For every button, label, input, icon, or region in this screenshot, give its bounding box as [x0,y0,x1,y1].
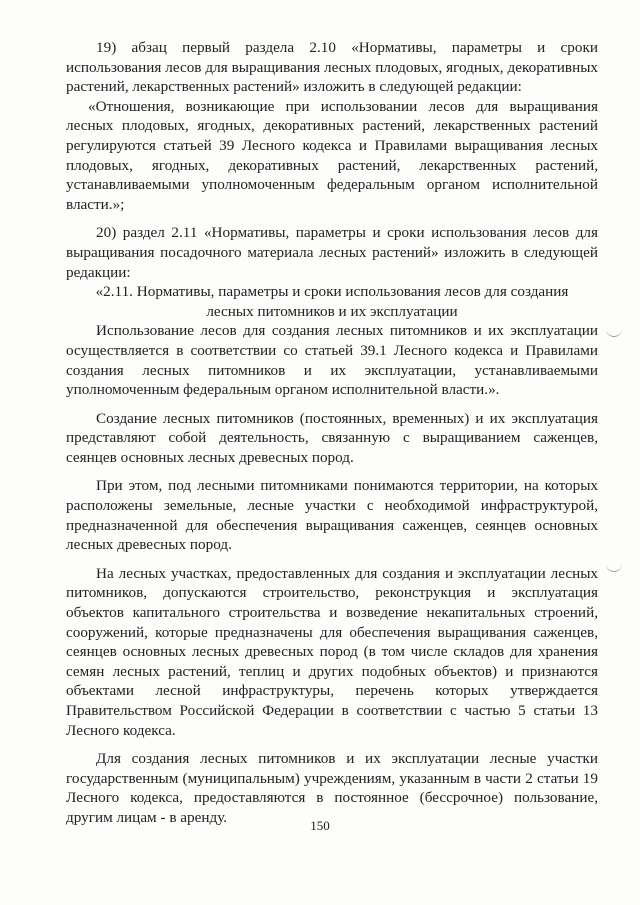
paragraph-creation: Создание лесных питомников (постоянных, временных) и их эксплуатация представляют собой деятельность, связанную с выращиванием саженцев, сеянцев основных лесных древесных пород. [66,409,598,466]
quoted-paragraph-2-10: «Отношения, возникающие при использовании лесов для выращивания лесных плодовых, ягодных, декоративных растений, лекарственных растений регулируются статьей 39 Лесного кодекса и Правилами выращивания лесных плодовых, ягодных, декоративных растений, лекарственных растений, устанавливаемыми уполномоченным федеральным органом исполнительной власти.»; [66,97,598,213]
paragraph-item-19: 19) абзац первый раздела 2.10 «Нормативы, параметры и сроки использования лесов для выращивания лесных плодовых, ягодных, декоративных растений, лекарственных растений» изложить в следующей редакции: [66,39,598,96]
section-heading-2-11: «2.11. Нормативы, параметры и сроки использования лесов для создания лесных питомников и их эксплуатации [95,283,569,320]
paragraph-usage: Использование лесов для создания лесных питомников и их эксплуатации осуществляется в соответствии со статьей 39.1 Лесного кодекса и Правилами создания лесных питомников и их эксплуатации, устанавливаемыми уполномоченным федеральным органом исполнительной власти.». [66,322,598,399]
document-body [66,38,598,828]
paragraph-item-20: 20) раздел 2.11 «Нормативы, параметры и сроки использования лесов для выращивания посадочного материала лесных растений» изложить в следующей редакции: [66,224,598,281]
page-number: 150 [310,818,330,833]
binding-mark-bottom [606,563,622,572]
binding-mark-top [606,328,622,337]
paragraph-construction: На лесных участках, предоставленных для создания и эксплуатации лесных питомников, допускаются строительство, реконструкция и эксплуатация объектов капитального строительства и возведение некапитальных строений, сооружений, которые предназначены для обеспечения выращивания саженцев, сеянцев основных лесных древесных пород (в том числе складов для хранения семян лесных растений, теплиц и других подобных объектов) и признаются объектами лесной инфраструктуры, перечень которых утверждается Правительством Российской Федерации в соответствии с частью 5 статьи 13 Лесного кодекса. [66,564,598,739]
paragraph-definition: При этом, под лесными питомниками понимаются территории, на которых расположены земельные, лесные участки с необходимой инфраструктурой, предназначенной для обеспечения выращивания саженцев, сеянцев основных лесных древесных пород. [66,477,598,554]
paragraph-provision: Для создания лесных питомников и их эксплуатации лесные участки государственным (муниципальным) учреждениям, указанным в части 2 статьи 19 Лесного кодекса, предоставляются в постоянное (бессрочное) пользование, другим лицам - в аренду. [66,750,598,826]
